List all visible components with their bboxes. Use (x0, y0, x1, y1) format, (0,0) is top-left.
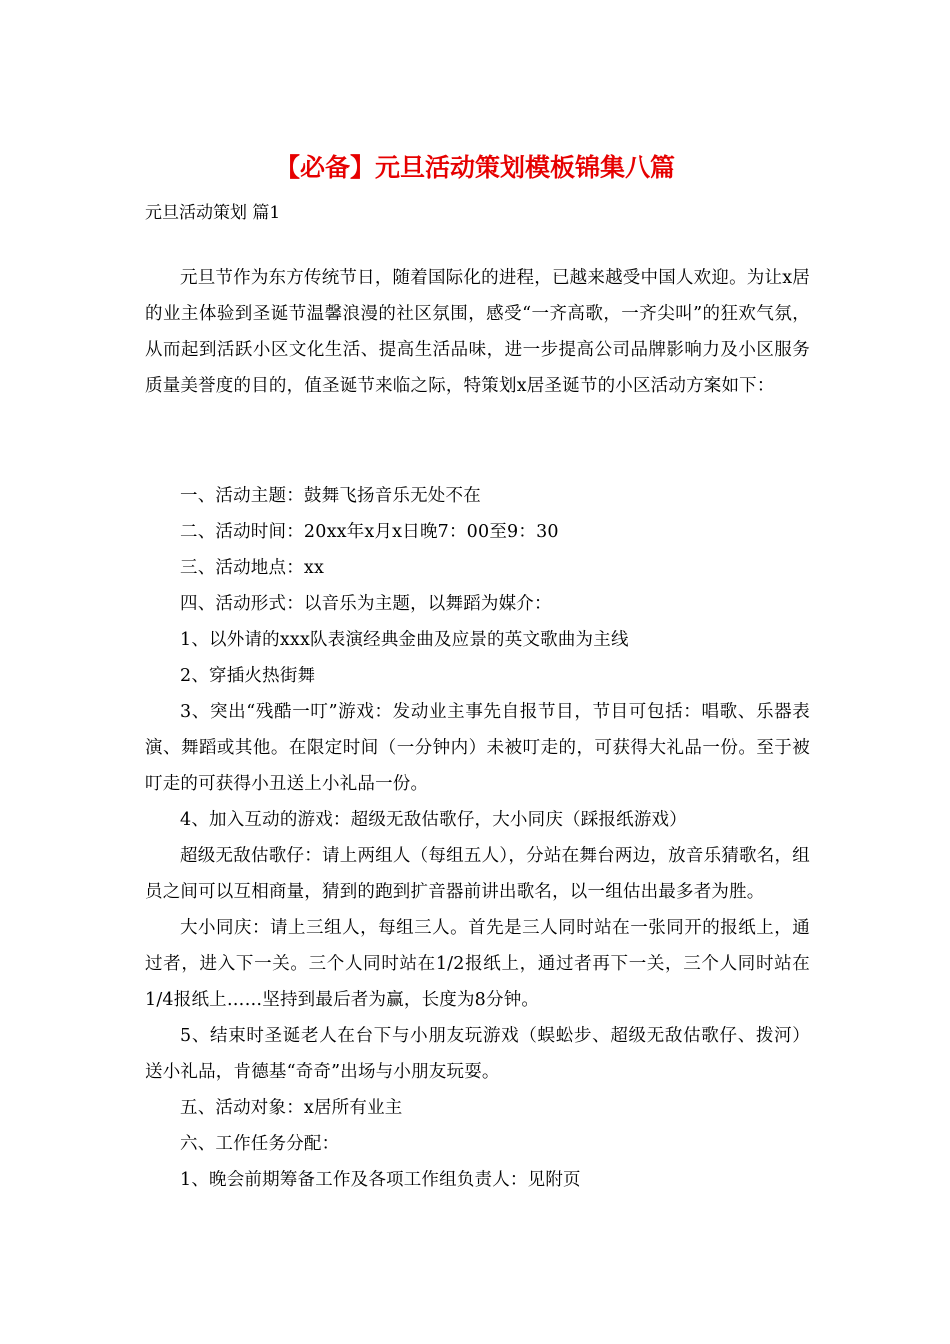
plan-item-tasks: 六、工作任务分配： (180, 1134, 340, 1154)
plan-item-location: 三、活动地点：xx (180, 558, 325, 578)
intro-paragraph: 元旦节作为东方传统节日，随着国际化的进程，已越来越受中国人欢迎。为让x居的业主体验到圣诞节温馨浪漫的社区氛围，感受“一齐高歌，一齐尖叫”的狂欢气氛，从而起到活跃小区文化生活、提高生活品味，进一步提高公司品牌影响力及小区服务质量美誉度的目的，值圣诞节来临之际，特策划x居圣诞节的小区活动方案如下： (145, 268, 810, 396)
document-title: 【必备】元旦活动策划模板锦集八篇 (274, 153, 675, 182)
plan-item-time: 二、活动时间：20xx年x月x日晚7：00至9：30 (180, 522, 559, 542)
plan-item-guess-song: 超级无敌估歌仔：请上两组人（每组五人），分站在舞台两边，放音乐猜歌名，组员之间可以互相商量，猜到的跑到扩音器前讲出歌名，以一组估出最多者为胜。 (145, 846, 810, 902)
plan-item-tasks-1: 1、晚会前期筹备工作及各项工作组负责人：见附页 (180, 1170, 581, 1190)
plan-item-format-4: 4、加入互动的游戏：超级无敌估歌仔，大小同庆（踩报纸游戏） (180, 810, 687, 830)
plan-item-celebration: 大小同庆：请上三组人，每组三人。首先是三人同时站在一张同开的报纸上，通过者，进入下一关。三个人同时站在1/2报纸上，通过者再下一关，三个人同时站在1/4报纸上……坚持到最后者为赢，长度为8分钟。 (145, 918, 810, 1010)
plan-item-format-2: 2、穿插火热街舞 (180, 666, 316, 686)
plan-item-audience: 五、活动对象：x居所有业主 (180, 1098, 403, 1118)
plan-item-format-1: 1、以外请的xxx队表演经典金曲及应景的英文歌曲为主线 (180, 630, 629, 650)
plan-item-format-3: 3、突出“残酷一叮”游戏：发动业主事先自报节目，节目可包括：唱歌、乐器表演、舞蹈或其他。在限定时间（一分钟内）未被叮走的，可获得大礼品一份。至于被叮走的可获得小丑送上小礼品一份。 (145, 702, 810, 794)
plan-item-format-5: 5、结束时圣诞老人在台下与小朋友玩游戏（蜈蚣步、超级无敌估歌仔、拨河）送小礼品，肯德基“奇奇”出场与小朋友玩耍。 (145, 1026, 810, 1082)
section-heading: 元旦活动策划 篇1 (145, 203, 281, 223)
plan-item-theme: 一、活动主题：鼓舞飞扬音乐无处不在 (180, 486, 481, 506)
plan-item-format: 四、活动形式：以音乐为主题，以舞蹈为媒介： (180, 594, 552, 614)
plan-item-list (145, 478, 810, 1198)
